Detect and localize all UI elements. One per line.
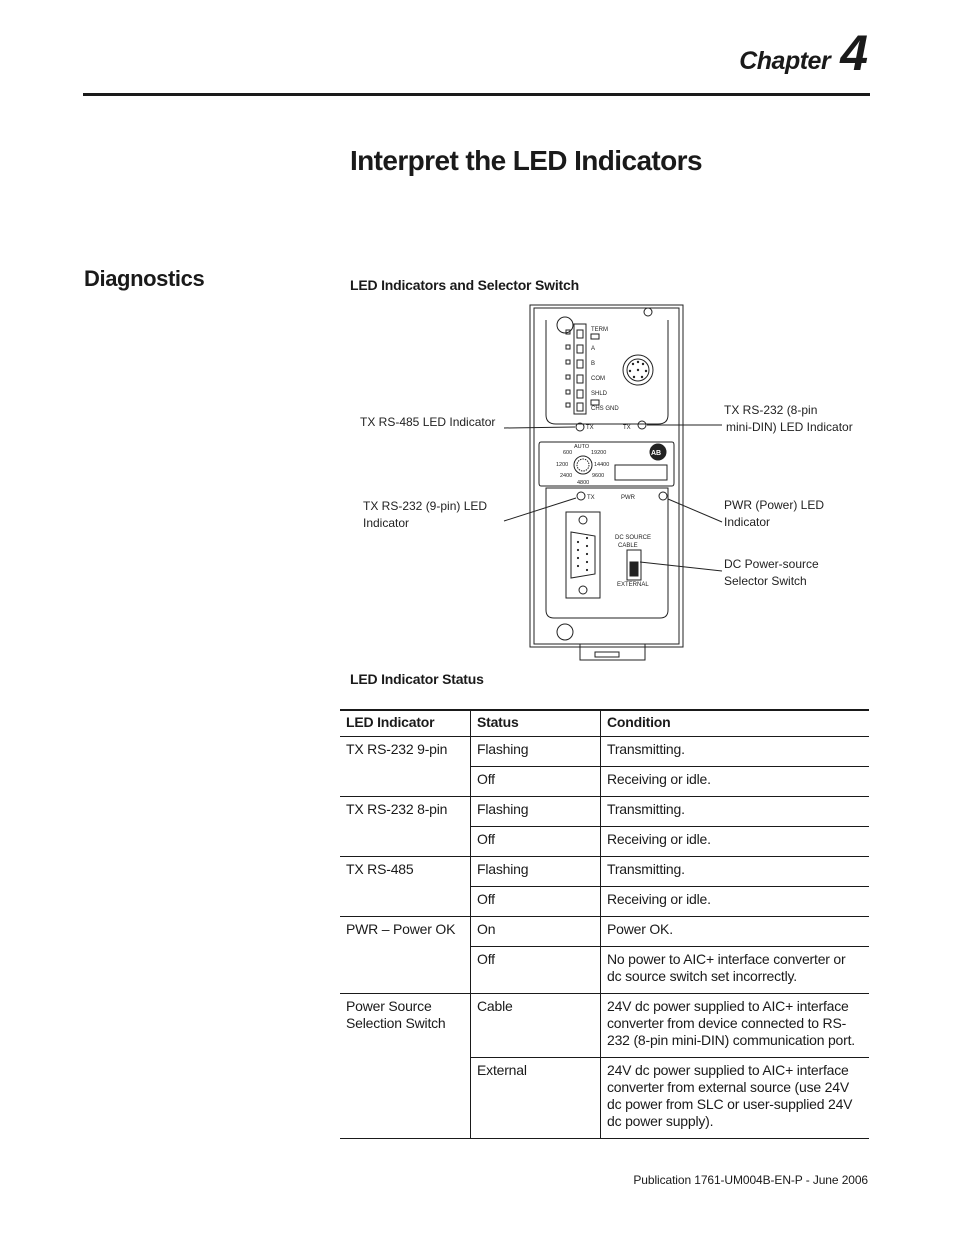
label-baud-19200: 19200 bbox=[591, 450, 607, 456]
device-illustration bbox=[340, 300, 870, 672]
dc-switch-lever bbox=[630, 562, 638, 576]
status-cell: Flashing bbox=[471, 737, 601, 767]
condition-cell: Receiving or idle. bbox=[601, 767, 870, 797]
device-tab-slot bbox=[595, 652, 619, 657]
condition-cell: Transmitting. bbox=[601, 737, 870, 767]
status-cell: On bbox=[471, 917, 601, 947]
callout-dc-switch: DC Power-source Selector Switch bbox=[724, 557, 819, 588]
table-row bbox=[340, 737, 869, 767]
label-b: B bbox=[591, 361, 596, 367]
status-cell: External bbox=[471, 1058, 601, 1139]
chapter-label: Chapter bbox=[739, 47, 831, 75]
indicator-cell: TX RS-232 9-pin bbox=[340, 737, 471, 797]
label-chs-gnd: CHS GND bbox=[591, 406, 619, 412]
label-baud-2400: 2400 bbox=[560, 473, 573, 479]
label-tx-485: TX bbox=[586, 425, 594, 431]
column-header-condition: Condition bbox=[601, 710, 870, 737]
label-auto: AUTO bbox=[574, 444, 590, 450]
label-term: TERM bbox=[591, 327, 608, 333]
label-baud-9600: 9600 bbox=[592, 473, 605, 479]
indicator-cell: Power Source Selection Switch bbox=[340, 994, 471, 1139]
callout-tx232-8pin: TX RS-232 (8-pin mini-DIN) LED Indicator bbox=[724, 403, 853, 434]
label-pwr: PWR bbox=[621, 495, 635, 501]
condition-cell: Transmitting. bbox=[601, 797, 870, 827]
device-housing bbox=[530, 305, 683, 647]
label-dc-source: DC SOURCE bbox=[615, 535, 652, 541]
figure-caption: LED Indicators and Selector Switch bbox=[350, 277, 579, 293]
status-cell: Off bbox=[471, 887, 601, 917]
status-cell: Off bbox=[471, 827, 601, 857]
section-title: Diagnostics bbox=[84, 266, 205, 291]
label-tx-9pin: TX bbox=[587, 495, 595, 501]
page-title: Interpret the LED Indicators bbox=[350, 145, 702, 176]
callout-pwr: PWR (Power) LED Indicator bbox=[724, 498, 825, 529]
device-diagram bbox=[340, 300, 870, 672]
table-caption: LED Indicator Status bbox=[350, 671, 484, 687]
table-row bbox=[340, 797, 869, 827]
label-baud-600: 600 bbox=[563, 450, 573, 456]
status-cell: Off bbox=[471, 767, 601, 797]
condition-cell: No power to AIC+ interface converter or dc source switch set incorrectly. bbox=[601, 947, 870, 994]
label-a: A bbox=[591, 346, 596, 352]
indicator-cell: TX RS-485 bbox=[340, 857, 471, 917]
ab-logo-text: AB bbox=[651, 450, 662, 457]
condition-cell: Receiving or idle. bbox=[601, 887, 870, 917]
condition-cell: 24V dc power supplied to AIC+ interface converter from external source (use 24V dc power from SLC or user-supplied 24V dc power supply). bbox=[601, 1058, 870, 1139]
status-cell: Flashing bbox=[471, 857, 601, 887]
condition-cell: Receiving or idle. bbox=[601, 827, 870, 857]
table-row bbox=[340, 994, 869, 1058]
indicator-cell: TX RS-232 8-pin bbox=[340, 797, 471, 857]
condition-cell: Power OK. bbox=[601, 917, 870, 947]
indicator-cell: PWR – Power OK bbox=[340, 917, 471, 994]
callout-tx232-9pin: TX RS-232 (9-pin) LED Indicator bbox=[363, 499, 488, 530]
status-cell: Off bbox=[471, 947, 601, 994]
label-shld: SHLD bbox=[591, 391, 608, 397]
led-status-table bbox=[340, 709, 869, 1139]
label-cable: CABLE bbox=[618, 543, 638, 549]
status-cell: Cable bbox=[471, 994, 601, 1058]
chapter-number: 4 bbox=[840, 25, 868, 81]
status-cell: Flashing bbox=[471, 797, 601, 827]
table-row bbox=[340, 917, 869, 947]
condition-cell: Transmitting. bbox=[601, 857, 870, 887]
callout-tx485: TX RS-485 LED Indicator bbox=[360, 415, 496, 429]
label-baud-1200: 1200 bbox=[556, 462, 569, 468]
chapter-heading bbox=[739, 25, 868, 81]
table-row bbox=[340, 857, 869, 887]
label-baud-4800: 4800 bbox=[577, 480, 590, 486]
label-tx-mini-din: TX bbox=[623, 425, 631, 431]
publication-footer: Publication 1761-UM004B-EN-P - June 2006 bbox=[633, 1173, 868, 1187]
chapter-divider bbox=[83, 93, 870, 96]
label-baud-14400: 14400 bbox=[594, 462, 610, 468]
column-header-led-indicator: LED Indicator bbox=[340, 710, 471, 737]
condition-cell: 24V dc power supplied to AIC+ interface converter from device connected to RS-232 (8-pin mini-DIN) communication port. bbox=[601, 994, 870, 1058]
label-com: COM bbox=[591, 376, 605, 382]
table-header-row bbox=[340, 710, 869, 737]
column-header-status: Status bbox=[471, 710, 601, 737]
label-external: EXTERNAL bbox=[617, 582, 649, 588]
